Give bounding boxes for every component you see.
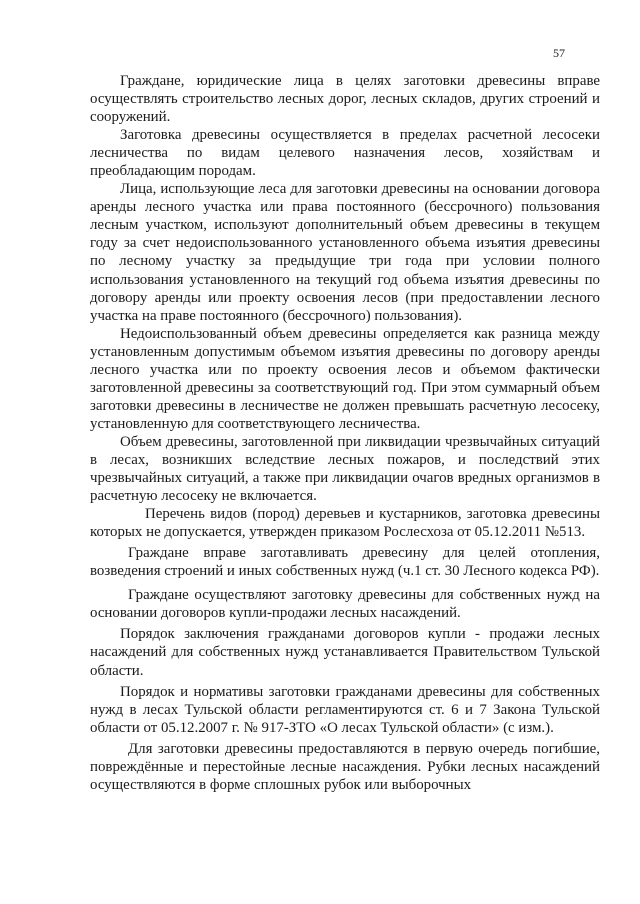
paragraph-9: Порядок заключения гражданами договоров купли - продажи лесных насаждений для собственных нужд устанавливается Правительством Тульской области.	[90, 626, 600, 679]
paragraph-10: Порядок и нормативы заготовки гражданами древесины для собственных нужд в лесах Тульской области регламентируются ст. 6 и 7 Закона Тульской области от 05.12.2007 г. № 917-ЗТО «О лесах Тульской области» (с изм.).	[90, 683, 600, 736]
paragraph-11: Для заготовки древесины предоставляются в первую очередь погибшие, повреждённые и перестойные лесные насаждения. Рубки лесных насаждений осуществляются в форме сплошных рубок или выборочных	[90, 740, 600, 793]
paragraph-6: Перечень видов (пород) деревьев и кустарников, заготовка древесины которых не допускается, утвержден приказом Рослесхоза от 05.12.2011 №513.	[90, 506, 600, 541]
paragraph-8: Граждане осуществляют заготовку древесины для собственных нужд на основании договоров купли-продажи лесных насаждений.	[90, 587, 600, 622]
paragraph-7: Граждане вправе заготавливать древесину для целей отопления, возведения строений и иных собственных нужд (ч.1 ст. 30 Лесного кодекса РФ).	[90, 545, 600, 580]
paragraph-2: Заготовка древесины осуществляется в пределах расчетной лесосеки лесничества по видам целевого назначения лесов, хозяйствам и преобладающим породам.	[90, 127, 600, 180]
paragraph-4: Недоиспользованный объем древесины определяется как разница между установленным допустимым объемом изъятия древесины по договору аренды лесного участка или по проекту освоения лесов и объемом фактически заготовленной древесины за соответствующий год. При этом суммарный объем заготовки древесины в лесничестве не должен превышать расчетную лесосеку, установленную для соответствующего лесничества.	[90, 325, 600, 432]
paragraph-3: Лица, использующие леса для заготовки древесины на основании договора аренды лесного участка или права постоянного (бессрочного) пользования лесным участком, используют дополнительный объем древесины в текущем году за счет недоиспользованного установленного объема изъятия древесины по лесному участку за предыдущие три года при условии полного использования установленного на текущий год объема изъятия древесины по договору аренды или проекту освоения лесов (при предоставлении лесного участка на праве постоянного (бессрочного) пользования).	[90, 181, 600, 324]
page-number: 57	[553, 46, 565, 60]
paragraph-1: Граждане, юридические лица в целях заготовки древесины вправе осуществлять строительство лесных дорог, лесных складов, других строений и сооружений.	[90, 73, 600, 126]
document-body	[90, 72, 600, 794]
paragraph-5: Объем древесины, заготовленной при ликвидации чрезвычайных ситуаций в лесах, возникших вследствие лесных пожаров, и последствий этих чрезвычайных ситуаций, а также при ликвидации очагов вредных организмов в расчетную лесосеку не включается.	[90, 433, 600, 505]
